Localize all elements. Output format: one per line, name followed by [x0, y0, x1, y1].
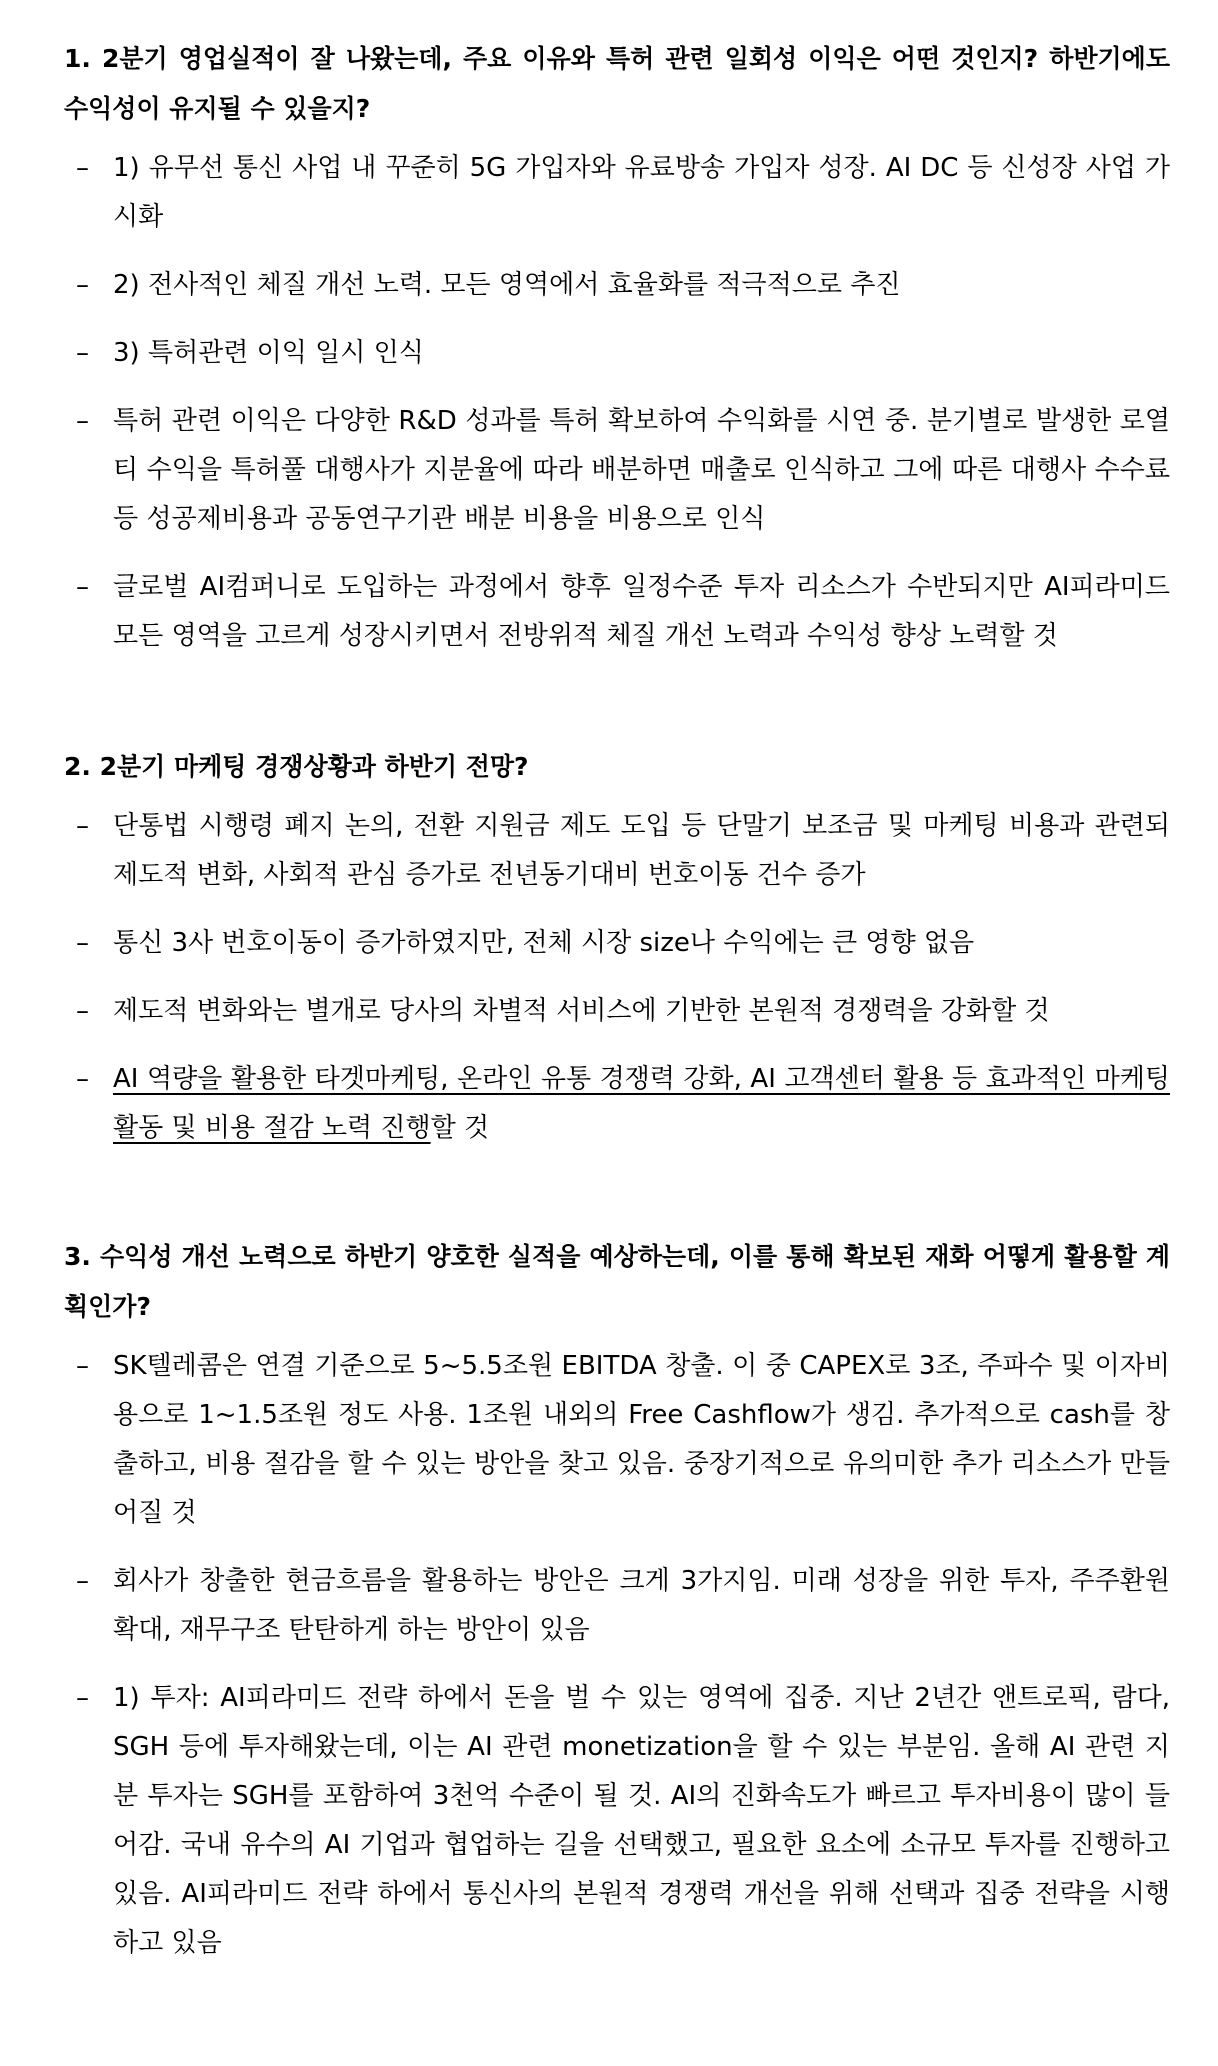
bullet-dash: – — [76, 338, 89, 368]
bullet-dash: – — [76, 406, 89, 436]
answer-list-3 — [64, 1342, 1170, 1968]
list-item-text: 통신 3사 번호이동이 증가하였지만, 전체 시장 size나 수익에는 큰 영향 없음 — [113, 928, 975, 958]
list-item — [64, 144, 1170, 242]
list-item-text: 1) 투자: AI피라미드 전략 하에서 돈을 벌 수 있는 영역에 집중. 지난 2년간 앤트로픽, 람다, SGH 등에 투자해왔는데, 이는 AI 관련 monetization을 할 수 있는 부분임. 올해 AI 관련 지분 투자는 SGH를 포함하여 3천억 수준이 될 것. AI의 진화속도가 빠르고 투자비용이 많이 들어감. 국내 유수의 AI 기업과 협업하는 길을 선택했고, 필요한 요소에 소규모 투자를 진행하고 있음. AI피라미드 전략 하에서 통신사의 본원적 경쟁력 개선을 위해 선택과 집중 전략을 시행하고 있음 — [113, 1683, 1170, 1958]
list-item-text: 2) 전사적인 체질 개선 노력. 모든 영역에서 효율화를 적극적으로 추진 — [113, 270, 901, 300]
question-2: 2. 2분기 마케팅 경쟁상황과 하반기 전망? — [64, 752, 529, 781]
list-item-text: 단통법 시행령 폐지 논의, 전환 지원금 제도 도입 등 단말기 보조금 및 마케팅 비용과 관련되 제도적 변화, 사회적 관심 증가로 전년동기대비 번호이동 건수 증가 — [113, 811, 1170, 890]
list-item — [64, 1674, 1170, 1968]
list-item — [64, 1557, 1170, 1655]
bullet-dash: – — [76, 153, 89, 183]
bullet-dash: – — [76, 270, 89, 300]
question-3: 3. 수익성 개선 노력으로 하반기 양호한 실적을 예상하는데, 이를 통해 확보된 재화 어떻게 활용할 계획인가? — [64, 1242, 1170, 1321]
list-item — [64, 1342, 1170, 1538]
list-item-text: 3) 특허관련 이익 일시 인식 — [113, 338, 424, 368]
list-item-text: 글로벌 AI컴퍼니로 도입하는 과정에서 향후 일정수준 투자 리소스가 수반되지만 AI피라미드 모든 영역을 고르게 성장시키면서 전방위적 체질 개선 노력과 수익성 향상 노력할 것 — [113, 572, 1170, 651]
list-item — [64, 987, 1170, 1036]
bullet-dash: – — [76, 1566, 89, 1596]
list-item — [64, 919, 1170, 968]
bullet-dash: – — [76, 996, 89, 1026]
list-item — [64, 261, 1170, 310]
list-item — [64, 563, 1170, 661]
bullet-dash: – — [76, 928, 89, 958]
list-item-text: 특허 관련 이익은 다양한 R&D 성과를 특허 확보하여 수익화를 시연 중. 분기별로 발생한 로열티 수익을 특허풀 대행사가 지분율에 따라 배분하면 매출로 인식하고 그에 따른 대행사 수수료 등 성공제비용과 공동연구기관 배분 비용을 비용으로 인식 — [113, 406, 1170, 534]
section-2 — [64, 742, 1170, 1153]
list-item-text: SK텔레콤은 연결 기준으로 5~5.5조원 EBITDA 창출. 이 중 CAPEX로 3조, 주파수 및 이자비용으로 1~1.5조원 정도 사용. 1조원 내외의 Free Cashflow가 생김. 추가적으로 cash를 창출하고, 비용 절감을 할 수 있는 방안을 찾고 있음. 중장기적으로 유의미한 추가 리소스가 만들어질 것 — [113, 1351, 1170, 1528]
section-1 — [64, 34, 1170, 661]
section-spacer — [64, 1172, 1170, 1232]
bullet-dash: – — [76, 572, 89, 602]
section-spacer — [64, 680, 1170, 742]
section-3 — [64, 1232, 1170, 1968]
bullet-dash: – — [76, 811, 89, 841]
list-item-text: 할 것 — [430, 1113, 490, 1143]
answer-list-2 — [64, 802, 1170, 1153]
list-item-text: 1) 유무선 통신 사업 내 꾸준히 5G 가입자와 유료방송 가입자 성장. AI DC 등 신성장 사업 가시화 — [113, 153, 1170, 232]
list-item — [64, 397, 1170, 544]
list-item — [64, 329, 1170, 378]
list-item — [64, 802, 1170, 900]
bullet-dash: – — [76, 1064, 89, 1094]
bullet-dash: – — [76, 1351, 89, 1381]
underlined-text: AI 역량을 활용한 타겟마케팅, 온라인 유통 경쟁력 강화, AI 고객센터 활용 등 효과적인 마케팅 활동 및 비용 절감 노력 진행 — [113, 1064, 1170, 1143]
answer-list-1 — [64, 144, 1170, 661]
bullet-dash: – — [76, 1683, 89, 1713]
list-item-text: 회사가 창출한 현금흐름을 활용하는 방안은 크게 3가지임. 미래 성장을 위한 투자, 주주환원 확대, 재무구조 탄탄하게 하는 방안이 있음 — [113, 1566, 1170, 1645]
list-item-text: 제도적 변화와는 별개로 당사의 차별적 서비스에 기반한 본원적 경쟁력을 강화할 것 — [113, 996, 1050, 1026]
list-item — [64, 1055, 1170, 1153]
question-1: 1. 2분기 영업실적이 잘 나왔는데, 주요 이유와 특허 관련 일회성 이익은 어떤 것인지? 하반기에도 수익성이 유지될 수 있을지? — [64, 44, 1170, 123]
